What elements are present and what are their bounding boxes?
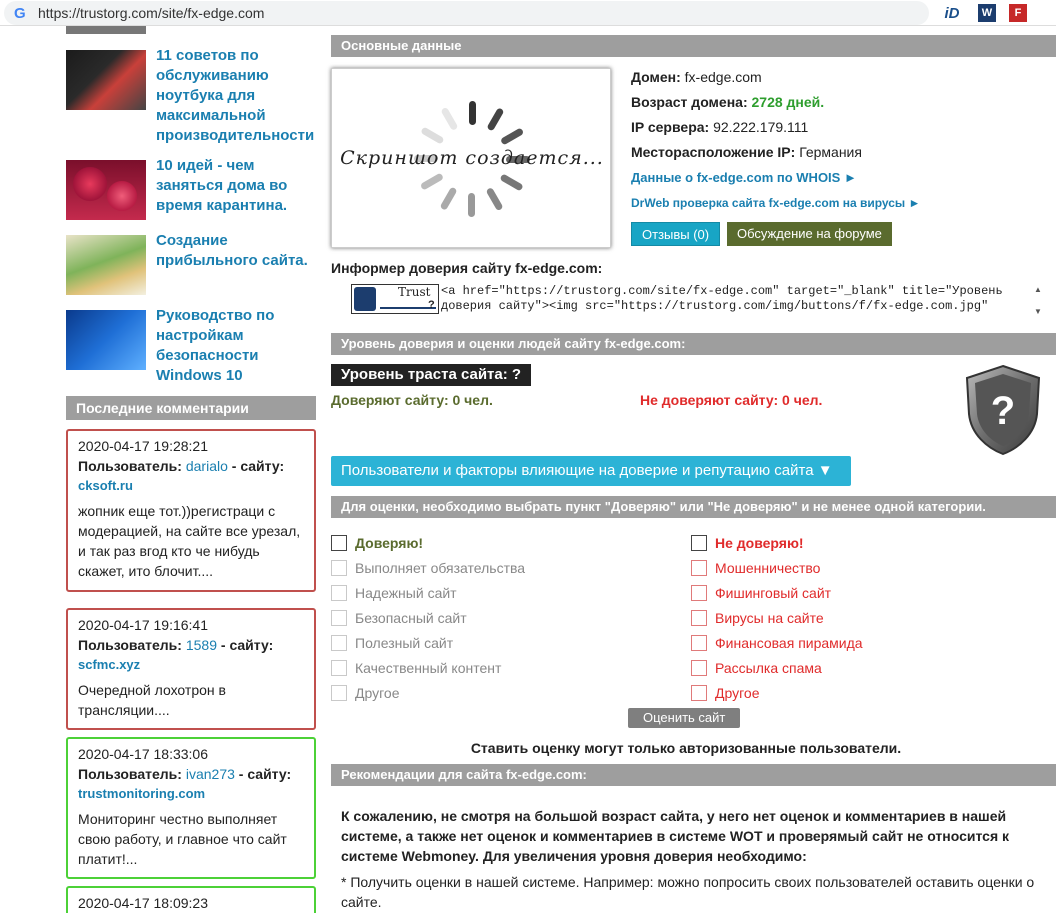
laptop-thumbnail[interactable] — [66, 50, 146, 110]
recommendation-text: К сожалению, не смотря на большой возраст сайта, у него нет оценок и комментариев в нашей системе, а также нет оценок и комментариев в системе WOT и проверямый сайт не относится к системе Webmoney. Для увеличения уровня доверия необходимо: — [341, 808, 1010, 864]
trust-option[interactable]: Качественный контент — [331, 655, 525, 680]
trust-count: Доверяют сайту: 0 чел. — [331, 392, 493, 408]
checkbox[interactable] — [331, 535, 347, 551]
extension-webmoney-icon[interactable]: W — [978, 4, 996, 22]
checkbox[interactable] — [331, 585, 347, 601]
drweb-link[interactable]: DrWeb проверка сайта fx-edge.com на вирусы ► — [631, 196, 921, 210]
trust-header: Уровень доверия и оценки людей сайту fx-edge.com: — [331, 333, 1056, 355]
distrust-option[interactable]: Финансовая пирамида — [691, 630, 863, 655]
trust-option[interactable]: Выполняет обязательства — [331, 555, 525, 580]
checkbox[interactable] — [691, 685, 707, 701]
checkbox[interactable] — [691, 535, 707, 551]
comment-user-link[interactable]: 1589 — [185, 637, 217, 653]
extension-flag-icon[interactable]: F — [1009, 4, 1027, 22]
screenshot-status: Скриншот создается... — [340, 147, 604, 169]
comment-text: Очередной лохотрон в трансляции.... — [78, 682, 226, 718]
domain-info: Домен: fx-edge.com — [631, 69, 762, 85]
sidebar-article[interactable] — [66, 156, 306, 216]
comment-card — [66, 608, 316, 730]
recommendation-bullet: * Получить оценки в нашей системе. Например: можно попросить своих пользователей оставить оценки о сайте. — [341, 874, 1035, 910]
checkbox[interactable] — [331, 560, 347, 576]
comment-card — [66, 886, 316, 913]
virus-thumbnail[interactable] — [66, 160, 146, 220]
comment-text: жопник еще тот.))регистраци с модерацией, на сайте все урезал, и так раз вгод кто че нибудь скажет, ито блочит.... — [78, 503, 301, 579]
checkbox[interactable] — [691, 660, 707, 676]
article-title[interactable]: Создание прибыльного сайта. — [156, 232, 308, 269]
factors-toggle-button[interactable]: Пользователи и факторы влияющие на доверие и репутацию сайта ▼ — [331, 456, 851, 486]
comment-card — [66, 737, 316, 879]
sidebar — [57, 26, 327, 913]
forum-button[interactable]: Обсуждение на форуме — [727, 222, 892, 246]
comment-site-link[interactable]: cksoft.ru — [78, 478, 133, 493]
trust-option[interactable]: Безопасный сайт — [331, 605, 525, 630]
checkbox[interactable] — [691, 560, 707, 576]
comment-site-link[interactable]: trustmonitoring.com — [78, 786, 206, 801]
web-thumbnail[interactable] — [66, 235, 146, 295]
code-scroll-arrows-icon[interactable]: ▲ ▼ — [1034, 285, 1042, 316]
checkbox[interactable] — [691, 635, 707, 651]
main-content — [331, 26, 1056, 913]
address-bar[interactable] — [4, 1, 929, 25]
comment-card — [66, 429, 316, 592]
comment-date: 2020-04-17 19:16:41 — [78, 617, 208, 633]
comment-user-line: Пользователь: 1589 - сайту: — [78, 637, 274, 653]
comment-date: 2020-04-17 18:33:06 — [78, 746, 208, 762]
comment-text: Мониторинг честно выполняет свою работу, и главное что сайт платит!... — [78, 811, 287, 867]
distrust-options-column — [691, 530, 863, 705]
trust-option[interactable]: Другое — [331, 680, 525, 705]
url-text[interactable]: https://trustorg.com/site/fx-edge.com — [38, 5, 265, 21]
windows-thumbnail[interactable] — [66, 310, 146, 370]
whois-link[interactable]: Данные о fx-edge.com по WHOIS ► — [631, 170, 857, 185]
distrust-option[interactable]: Мошенничество — [691, 555, 863, 580]
checkbox[interactable] — [331, 610, 347, 626]
article-title[interactable]: Руководство по настройкам безопасности Windows 10 — [156, 307, 275, 384]
extension-id-icon[interactable]: iD — [944, 4, 960, 22]
site-screenshot — [331, 68, 611, 248]
distrust-option[interactable]: Другое — [691, 680, 863, 705]
comment-user-link[interactable]: darialo — [185, 458, 228, 474]
sidebar-article[interactable] — [66, 231, 316, 271]
informer-code[interactable]: <a href="https://trustorg.com/site/fx-edge.com" target="_blank" title="Уровень доверия сайту"><img src="https://trustorg.com/img/buttons/f/fx-edge.com.jpg" — [441, 284, 1003, 313]
browser-toolbar — [0, 0, 1056, 26]
trust-option[interactable]: Полезный сайт — [331, 630, 525, 655]
domain-age: Возраст домена: 2728 дней. — [631, 94, 825, 110]
trust-level-badge: Уровень траста сайта: ? — [331, 364, 531, 386]
reviews-button[interactable]: Отзывы (0) — [631, 222, 720, 246]
svg-text:?: ? — [990, 389, 1016, 433]
sidebar-article[interactable] — [66, 306, 296, 386]
recent-comments-header: Последние комментарии — [66, 396, 316, 420]
checkbox[interactable] — [691, 585, 707, 601]
distrust-option[interactable]: Вирусы на сайте — [691, 605, 863, 630]
article-title[interactable]: 11 советов по обслуживанию ноутбука для максимальной производительности — [156, 47, 315, 144]
comment-user-line: Пользователь: ivan273 - сайту: — [78, 766, 292, 782]
ip-location: Месторасположение IP: Германия — [631, 144, 862, 160]
rate-site-button[interactable]: Оценить сайт — [628, 708, 740, 728]
article-thumbnail-partial[interactable] — [66, 26, 146, 34]
checkbox[interactable] — [691, 610, 707, 626]
trust-option-main[interactable]: Доверяю! — [331, 530, 525, 555]
sidebar-article[interactable] — [66, 46, 315, 146]
informer-title: Информер доверия сайту fx-edge.com: — [331, 260, 603, 276]
comment-site-link[interactable]: scfmc.xyz — [78, 657, 141, 672]
trust-option[interactable]: Надежный сайт — [331, 580, 525, 605]
checkbox[interactable] — [331, 685, 347, 701]
comment-date: 2020-04-17 19:28:21 — [78, 438, 208, 454]
trust-options-column — [331, 530, 525, 705]
trust-informer-badge[interactable]: Trust ? — [351, 284, 439, 314]
checkbox[interactable] — [331, 635, 347, 651]
google-icon: G — [14, 5, 26, 22]
trust-logo-icon — [354, 287, 376, 311]
auth-note: Ставить оценку могут только авторизованные пользователи. — [470, 740, 902, 756]
recommendations-header: Рекомендации для сайта fx-edge.com: — [331, 764, 1056, 786]
distrust-count: Не доверяют сайту: 0 чел. — [640, 392, 823, 408]
comment-user-link[interactable]: ivan273 — [185, 766, 235, 782]
checkbox[interactable] — [331, 660, 347, 676]
comment-user-line: Пользователь: darialo - сайту: — [78, 458, 285, 474]
server-ip: IP сервера: 92.222.179.111 — [631, 119, 809, 135]
rate-instruction-header: Для оценки, необходимо выбрать пункт "Доверяю" или "Не доверяю" и не менее одной категории. — [331, 496, 1056, 518]
distrust-option[interactable]: Рассылка спама — [691, 655, 863, 680]
comment-date: 2020-04-17 18:09:23 — [78, 895, 208, 911]
basic-data-header: Основные данные — [331, 35, 1056, 57]
distrust-option-main[interactable]: Не доверяю! — [691, 530, 863, 555]
distrust-option[interactable]: Фишинговый сайт — [691, 580, 863, 605]
shield-question-icon — [963, 364, 1043, 456]
article-title[interactable]: 10 идей - чем заняться дома во время карантина. — [156, 157, 288, 214]
